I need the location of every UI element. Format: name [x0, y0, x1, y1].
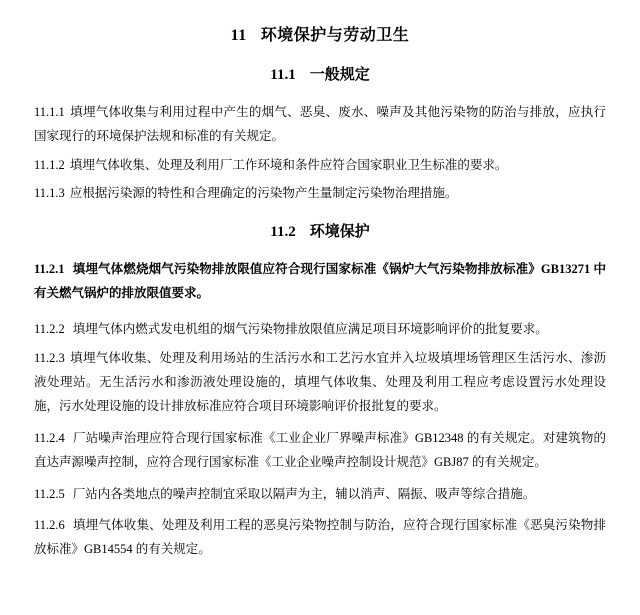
section-heading-11-1	[34, 63, 606, 84]
clause-number: 11.2.1	[34, 261, 65, 276]
section-title-text: 环境保护	[309, 223, 370, 240]
clause-11-2-4	[34, 426, 606, 475]
chapter-heading	[34, 22, 606, 45]
clause-11-1-3	[34, 181, 606, 205]
chapter-number: 11	[230, 27, 247, 44]
clause-11-2-3	[34, 346, 606, 419]
clause-11-2-2	[34, 317, 606, 341]
clause-text: 填埋气体收集、处理及利用场站的生活污水和工艺污水宜并入垃圾填埋场管理区生活污水、渗沥液处理站。无生活污水和渗沥液处理设施的，填埋气体收集、处理及利用工程应考虑设置污水处理设施，污水处理设施的设计排放标准应符合项目环境影响评价报批复的要求。	[34, 350, 606, 414]
clause-number: 11.2.5	[34, 486, 65, 501]
clause-number: 11.2.3	[34, 350, 65, 365]
clause-text: 厂站噪声治理应符合现行国家标准《工业企业厂界噪声标准》GB12348 的有关规定。对建筑物的直达声源噪声控制，应符合现行国家标准《工业企业噪声控制设计规范》GBJ87 的有关规定。	[34, 430, 606, 470]
clause-number: 11.2.4	[34, 430, 65, 445]
clause-text: 应根据污染源的特性和合理确定的污染物产生量制定污染物治理措施。	[69, 186, 458, 201]
clause-text: 填埋气体内燃式发电机组的烟气污染物排放限值应满足项目环境影响评价的批复要求。	[72, 322, 548, 337]
clause-text: 填埋气体收集、处理及利用工程的恶臭污染物控制与防治，应符合现行国家标准《恶臭污染物排放标准》GB14554 的有关规定。	[34, 517, 606, 557]
clause-11-1-1	[34, 100, 606, 149]
clause-number: 11.2.6	[34, 517, 65, 532]
clause-number: 11.1.1	[34, 105, 65, 119]
clause-text: 厂站内各类地点的噪声控制宜采取以隔声为主，辅以消声、隔振、吸声等综合措施。	[72, 486, 536, 501]
clause-number: 11.2.2	[34, 322, 65, 337]
clause-11-2-6	[34, 513, 606, 562]
section-title-text: 一般规定	[309, 67, 370, 83]
clause-number: 11.1.3	[34, 186, 65, 201]
clause-text: 填埋气体燃烧烟气污染物排放限值应符合现行国家标准《锅炉大气污染物排放标准》GB13271 中有关燃气锅炉的排放限值要求。	[34, 261, 606, 300]
clause-text: 填埋气体收集与利用过程中产生的烟气、恶臭、废水、噪声及其他污染物的防治与排放，应执行国家现行的环境保护法规和标准的有关规定。	[34, 105, 606, 144]
section-number: 11.1	[270, 67, 296, 83]
clause-number: 11.1.2	[34, 157, 65, 172]
clause-11-2-1	[34, 257, 606, 306]
section-heading-11-2	[34, 220, 606, 241]
section-number: 11.2	[270, 223, 296, 240]
chapter-title-text: 环境保护与劳动卫生	[260, 27, 410, 44]
clause-text: 填埋气体收集、处理及利用厂工作环境和条件应符合国家职业卫生标准的要求。	[69, 157, 508, 172]
clause-11-2-5	[34, 482, 606, 506]
clause-11-1-2	[34, 153, 606, 177]
